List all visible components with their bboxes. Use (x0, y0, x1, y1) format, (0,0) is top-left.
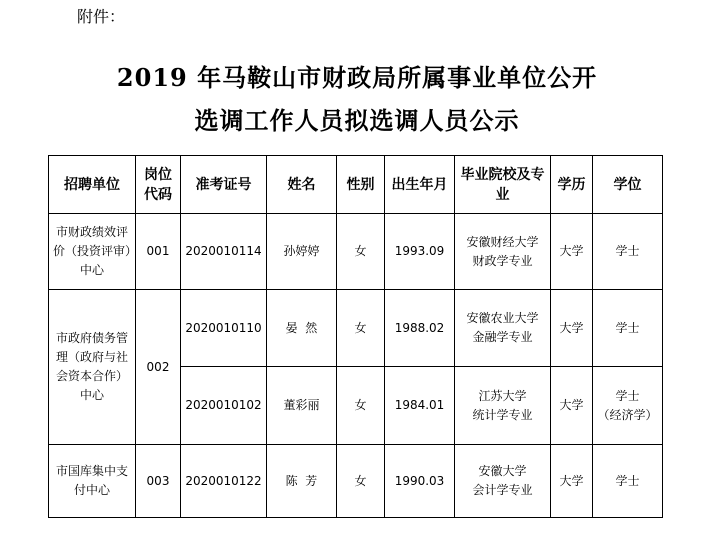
attachment-label: 附件： (77, 7, 126, 26)
document-title-line-1: 2019 年马鞍山市财政局所属事业单位公开 (116, 63, 598, 92)
unit-cell: 市国库集中支付中心 (49, 445, 136, 518)
table-row (49, 445, 663, 518)
gender-cell: 女 (337, 214, 385, 290)
header-unit: 招聘单位 (49, 156, 136, 214)
birth-cell: 1993.09 (385, 214, 455, 290)
gender-cell: 女 (337, 445, 385, 518)
position-code-cell: 001 (136, 214, 181, 290)
name-cell: 董彩丽 (267, 367, 337, 445)
table-header-row (49, 156, 663, 214)
birth-cell: 1990.03 (385, 445, 455, 518)
school-text: 安徽农业大学 (466, 311, 539, 325)
header-position-code: 岗位代码 (136, 156, 181, 214)
education-cell: 大学 (551, 290, 593, 367)
header-gender: 性别 (337, 156, 385, 214)
exam-no-cell: 2020010122 (181, 445, 267, 518)
header-degree: 学位 (593, 156, 663, 214)
unit-cell: 市政府债务管理（政府与社会资本合作）中心 (49, 290, 136, 445)
birth-cell: 1984.01 (385, 367, 455, 445)
degree-cell: 学士 (593, 290, 663, 367)
exam-no-cell: 2020010114 (181, 214, 267, 290)
candidate-table (48, 155, 663, 518)
major-text: 财政学专业 (472, 253, 533, 268)
document-title-line-2: 选调工作人员拟选调人员公示 (194, 106, 520, 135)
header-exam-no: 准考证号 (181, 156, 267, 214)
unit-cell: 市财政绩效评价（投资评审）中心 (49, 214, 136, 290)
degree-cell: 学士 (593, 445, 663, 518)
degree-note-text: （经济学） (597, 407, 658, 422)
major-text: 统计学专业 (472, 407, 533, 422)
major-text: 会计学专业 (472, 483, 533, 497)
degree-cell (593, 367, 663, 445)
school-text: 安徽财经大学 (466, 234, 539, 249)
education-cell: 大学 (551, 367, 593, 445)
header-school-major: 毕业院校及专业 (455, 156, 551, 214)
position-code-cell: 002 (136, 290, 181, 445)
degree-cell: 学士 (593, 214, 663, 290)
education-cell: 大学 (551, 214, 593, 290)
exam-no-cell: 2020010110 (181, 290, 267, 367)
name-cell: 晏 然 (267, 290, 337, 367)
degree-text: 学士 (615, 388, 640, 403)
name-cell: 孙婷婷 (267, 214, 337, 290)
gender-cell: 女 (337, 367, 385, 445)
school-text: 江苏大学 (478, 388, 527, 403)
school-major-cell (455, 214, 551, 290)
exam-no-cell: 2020010102 (181, 367, 267, 445)
major-text: 金融学专业 (472, 330, 533, 344)
school-major-cell (455, 290, 551, 367)
school-major-cell (455, 367, 551, 445)
school-text: 安徽大学 (478, 464, 527, 478)
education-cell: 大学 (551, 445, 593, 518)
birth-cell: 1988.02 (385, 290, 455, 367)
table-row (49, 290, 663, 367)
table-row (49, 214, 663, 290)
header-name: 姓名 (267, 156, 337, 214)
header-education: 学历 (551, 156, 593, 214)
position-code-cell: 003 (136, 445, 181, 518)
name-cell: 陈 芳 (267, 445, 337, 518)
school-major-cell (455, 445, 551, 518)
gender-cell: 女 (337, 290, 385, 367)
header-birth: 出生年月 (385, 156, 455, 214)
